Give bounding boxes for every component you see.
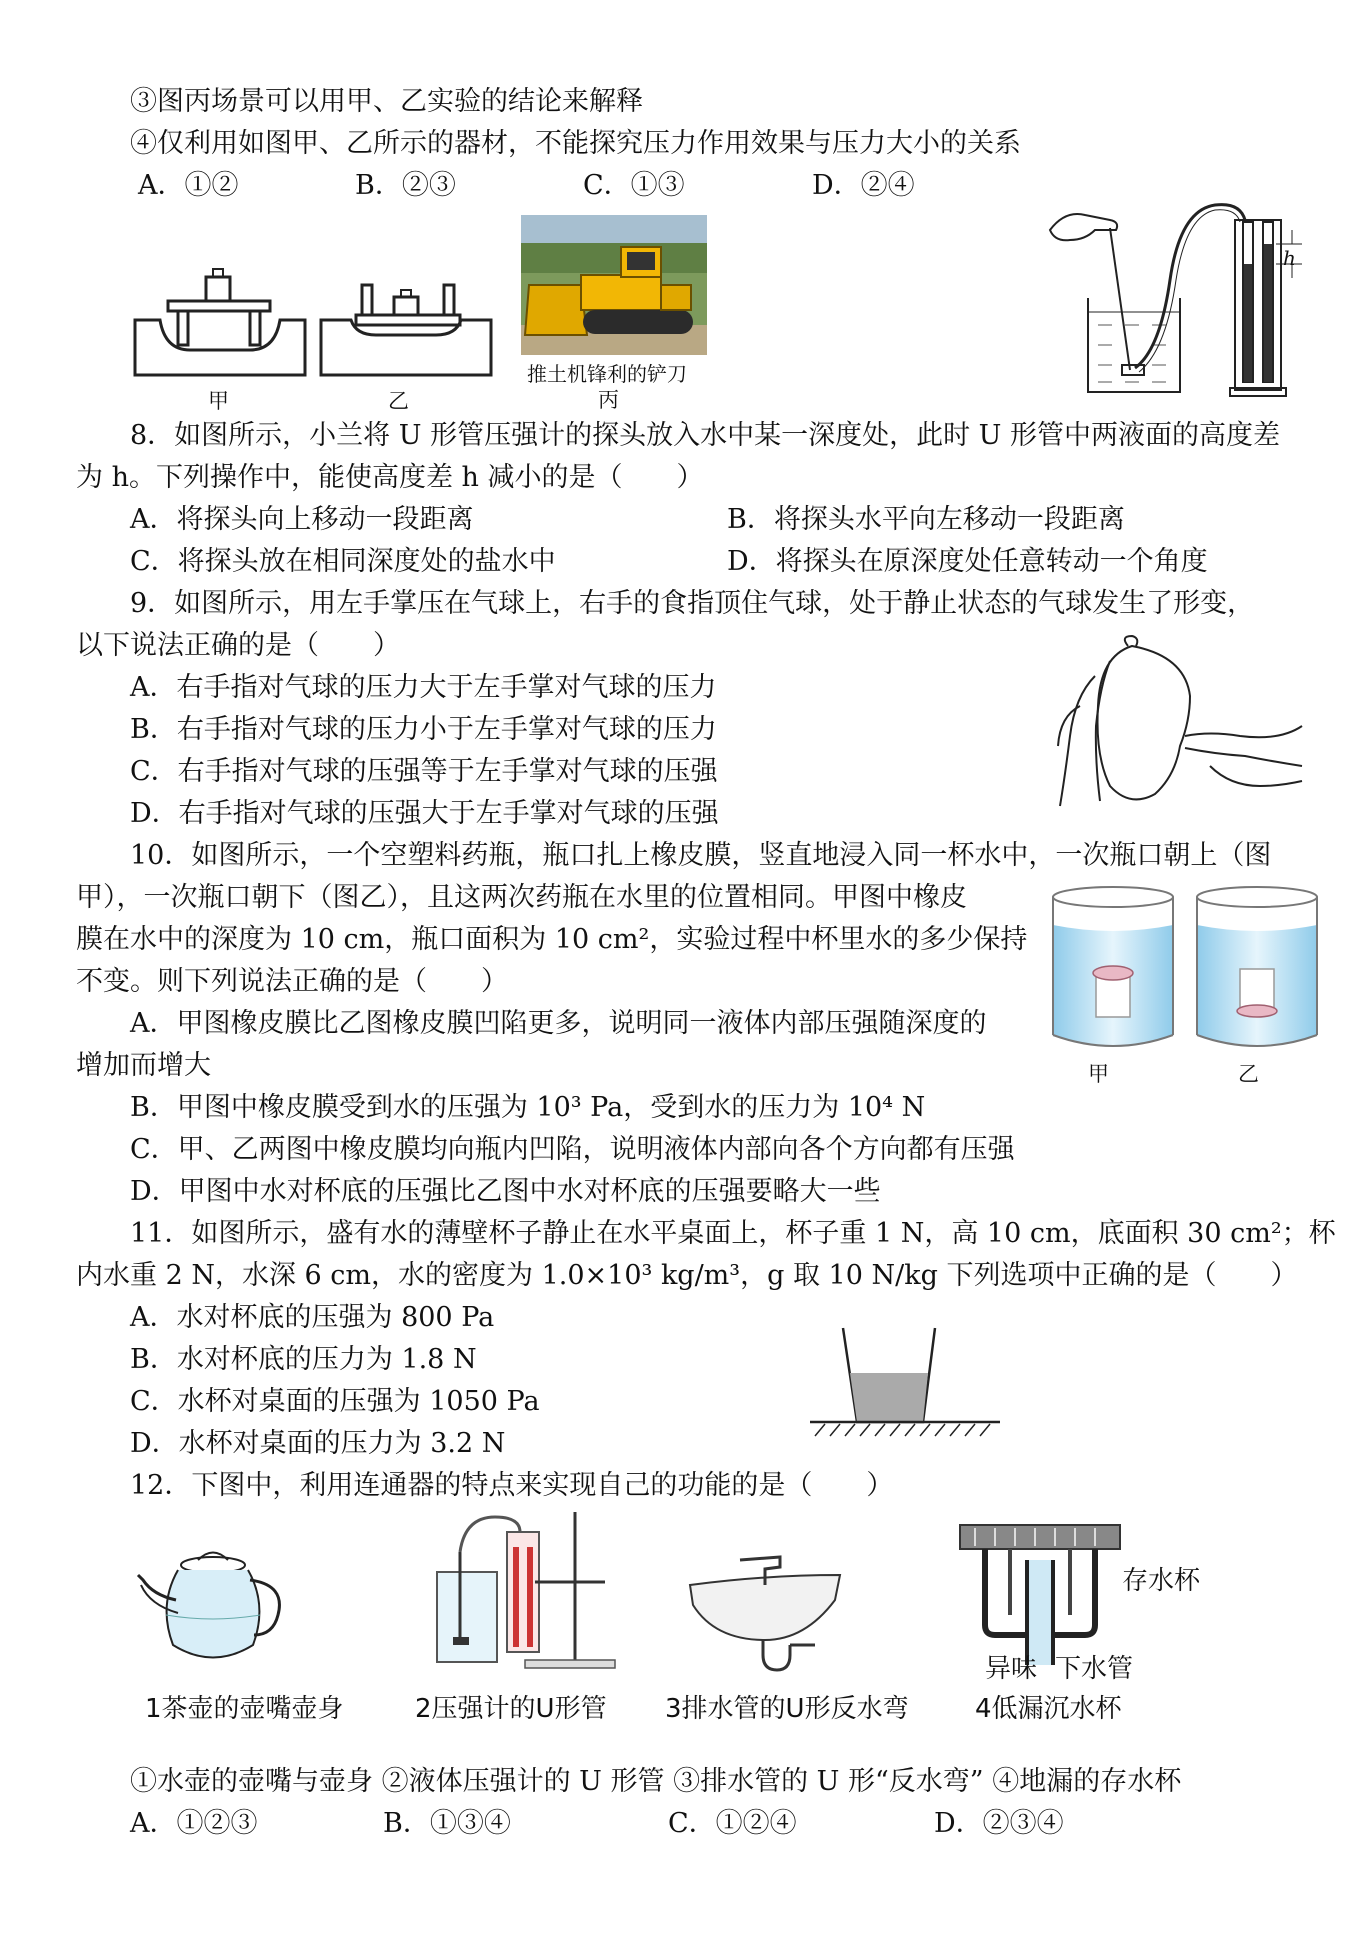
q11-option-c: C．水杯对桌面的压强为 1050 Pa bbox=[130, 1386, 540, 1417]
q10-figure-jia bbox=[1048, 885, 1178, 1053]
q7-option-c: C．①③ bbox=[583, 170, 685, 201]
q8-option-c: C．将探头放在相同深度处的盐水中 bbox=[130, 546, 556, 577]
q8-option-b: B．将探头水平向左移动一段距离 bbox=[727, 504, 1125, 535]
q11-stem-line2: 内水重 2 N，水深 6 cm，水的密度为 1.0×10³ kg/m³，g 取 10 N/kg 下列选项中正确的是（ ） bbox=[76, 1260, 1298, 1291]
q7-figure-jia bbox=[130, 255, 310, 375]
q9-stem-line2: 以下说法正确的是（ ） bbox=[76, 630, 400, 661]
q12-option-d: D．②③④ bbox=[934, 1808, 1064, 1839]
q10-option-d: D．甲图中水对杯底的压强比乙图中水对杯底的压强要略大一些 bbox=[130, 1176, 881, 1207]
q11-option-a: A．水对杯底的压强为 800 Pa bbox=[130, 1302, 495, 1333]
floor-drain-label-smell: 异味 bbox=[985, 1654, 1038, 1684]
teapot-figure bbox=[138, 1545, 288, 1670]
q10-label-yi: 乙 bbox=[1238, 1062, 1259, 1086]
q10-stem-line3: 膜在水中的深度为 10 cm，瓶口面积为 10 cm²，实验过程中杯里水的多少保持 bbox=[76, 924, 1028, 955]
q10-option-a-line2: 增加而增大 bbox=[76, 1050, 211, 1081]
q10-option-c: C．甲、乙两图中橡皮膜均向瓶内凹陷，说明液体内部向各个方向都有压强 bbox=[130, 1134, 1015, 1165]
q10-stem-line4: 不变。则下列说法正确的是（ ） bbox=[76, 966, 508, 997]
cup-on-table-figure bbox=[805, 1320, 1005, 1445]
q12-caption-1: 1茶壶的壶嘴壶身 bbox=[145, 1694, 344, 1724]
pressure-gauge-stand-figure bbox=[425, 1512, 615, 1672]
sink-figure bbox=[685, 1545, 845, 1675]
bulldozer-photo bbox=[521, 215, 707, 355]
q7-statement-3: ③图丙场景可以用甲、乙实验的结论来解释 bbox=[130, 86, 643, 117]
q12-statement: ①水壶的壶嘴与壶身 ②液体压强计的 U 形管 ③排水管的 U 形“反水弯” ④地漏的存水杯 bbox=[130, 1766, 1182, 1797]
q10-option-a-line1: A．甲图橡皮膜比乙图橡皮膜凹陷更多，说明同一液体内部压强随深度的 bbox=[130, 1008, 987, 1039]
q10-label-jia: 甲 bbox=[1088, 1062, 1109, 1086]
q9-option-b: B．右手指对气球的压力小于左手掌对气球的压力 bbox=[130, 714, 717, 745]
q7-label-bing: 丙 bbox=[598, 388, 619, 412]
q7-figure-yi bbox=[316, 255, 496, 375]
manometer-h-label: h bbox=[1283, 246, 1296, 270]
q12-stem-line1: 12．下图中，利用连通器的特点来实现自己的功能的是（ ） bbox=[130, 1470, 894, 1501]
q7-label-yi: 乙 bbox=[388, 389, 409, 413]
q10-option-b: B．甲图中橡皮膜受到水的压强为 10³ Pa，受到水的压力为 10⁴ N bbox=[130, 1092, 926, 1123]
q7-option-a: A．①② bbox=[138, 170, 239, 201]
q8-option-a: A．将探头向上移动一段距离 bbox=[130, 504, 474, 535]
q9-stem-line1: 9．如图所示，用左手掌压在气球上，右手的食指顶住气球，处于静止状态的气球发生了形变， bbox=[130, 588, 1255, 619]
q12-caption-2: 2压强计的U形管 bbox=[415, 1694, 607, 1724]
q10-stem-line1: 10．如图所示，一个空塑料药瓶，瓶口扎上橡皮膜，竖直地浸入同一杯水中，一次瓶口朝上（图 bbox=[130, 840, 1272, 871]
q10-stem-line2: 甲），一次瓶口朝下（图乙），且这两次药瓶在水里的位置相同。甲图中橡皮 bbox=[76, 882, 967, 913]
q12-option-c: C．①②④ bbox=[668, 1808, 797, 1839]
q11-stem-line1: 11．如图所示，盛有水的薄壁杯子静止在水平桌面上，杯子重 1 N，高 10 cm，底面积 30 cm²；杯 bbox=[130, 1218, 1336, 1249]
q12-option-a: A．①②③ bbox=[130, 1808, 258, 1839]
q7-label-bing-caption: 推土机锋利的铲刀 bbox=[527, 362, 687, 386]
floor-drain-label-cup: 存水杯 bbox=[1122, 1566, 1201, 1596]
q7-option-d: D．②④ bbox=[812, 170, 915, 201]
q12-caption-4: 4低漏沉水杯 bbox=[975, 1694, 1122, 1724]
q8-stem-line1: 8．如图所示，小兰将 U 形管压强计的探头放入水中某一深度处，此时 U 形管中两液面的高度差 bbox=[130, 420, 1281, 451]
balloon-hands-figure bbox=[1040, 636, 1310, 811]
q9-option-d: D．右手指对气球的压强大于左手掌对气球的压强 bbox=[130, 798, 719, 829]
q8-option-d: D．将探头在原深度处任意转动一个角度 bbox=[727, 546, 1208, 577]
q7-option-b: B．②③ bbox=[355, 170, 456, 201]
q7-label-jia: 甲 bbox=[208, 389, 229, 413]
u-tube-manometer-figure bbox=[1040, 200, 1310, 400]
q12-caption-3: 3排水管的U形反水弯 bbox=[665, 1694, 909, 1724]
floor-drain-label-pipe: 下水管 bbox=[1055, 1654, 1134, 1684]
q10-figure-yi bbox=[1192, 885, 1322, 1053]
q8-stem-line2: 为 h。下列操作中，能使高度差 h 减小的是（ ） bbox=[76, 462, 704, 493]
q11-option-d: D．水杯对桌面的压力为 3.2 N bbox=[130, 1428, 506, 1459]
q9-option-c: C．右手指对气球的压强等于左手掌对气球的压强 bbox=[130, 756, 718, 787]
q7-statement-4: ④仅利用如图甲、乙所示的器材，不能探究压力作用效果与压力大小的关系 bbox=[130, 128, 1021, 159]
q9-option-a: A．右手指对气球的压力大于左手掌对气球的压力 bbox=[130, 672, 717, 703]
q11-option-b: B．水对杯底的压力为 1.8 N bbox=[130, 1344, 477, 1375]
q12-option-b: B．①③④ bbox=[383, 1808, 511, 1839]
